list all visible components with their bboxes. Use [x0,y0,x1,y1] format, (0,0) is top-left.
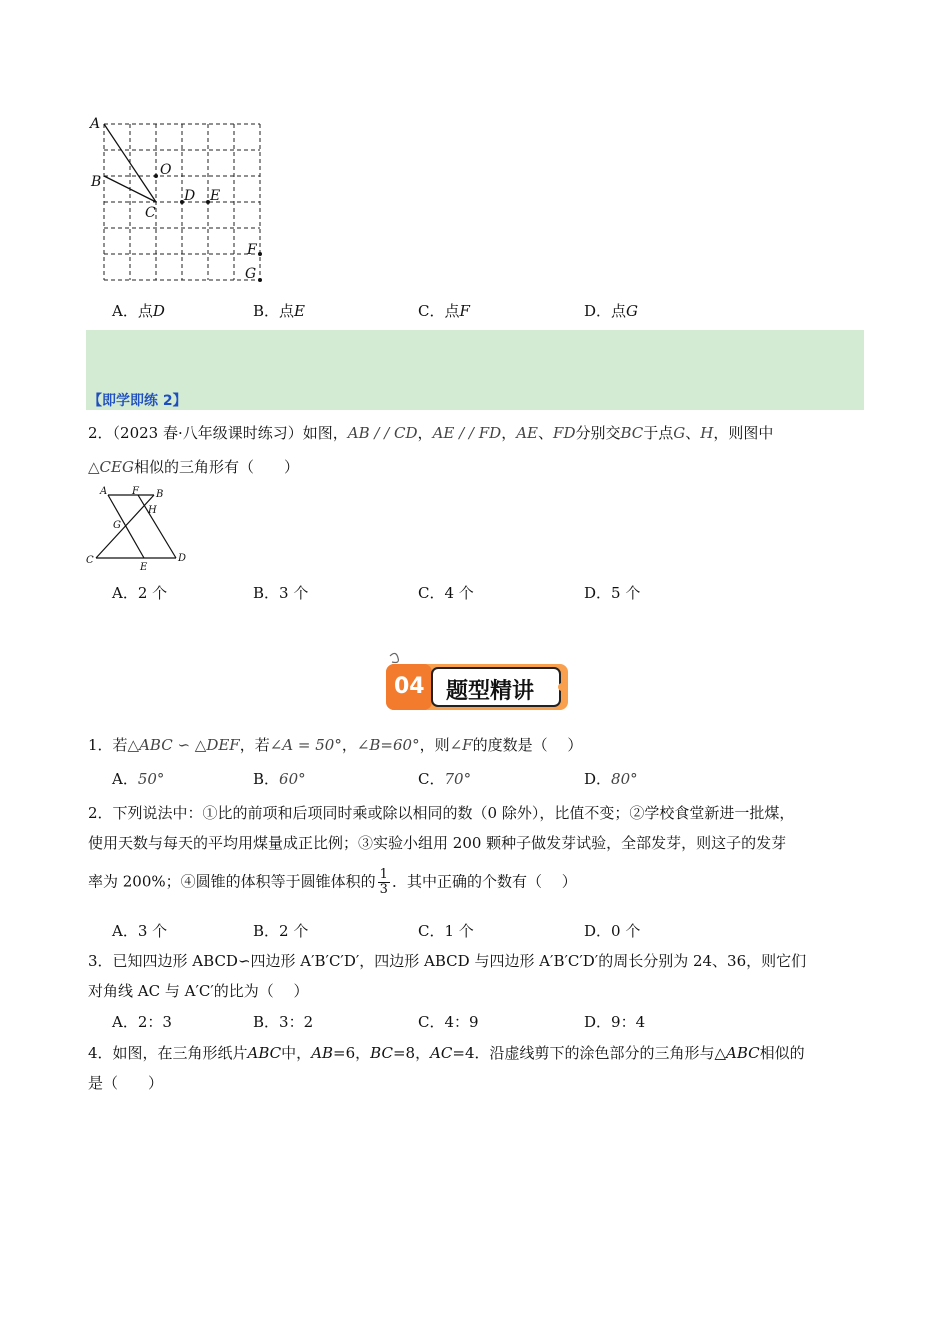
p3-option-b[interactable]: B．3：2 [253,1013,314,1031]
fig2-label-d: D [178,553,187,564]
q2-option-b[interactable]: B．3 个 [253,584,309,602]
p1-option-b[interactable]: B．60° [253,770,306,788]
fig2-label-e: E [140,562,148,573]
p2-option-c[interactable]: C．1 个 [418,922,474,940]
p2-option-b[interactable]: B．2 个 [253,922,309,940]
p2-option-a[interactable]: A．3 个 [112,922,168,940]
point-o [154,174,158,178]
label-f: F [247,242,257,258]
label-b: B [91,174,102,190]
segment-bc [104,176,156,202]
label-d: D [184,188,196,204]
p1-option-d[interactable]: D．80° [584,770,638,788]
p3-option-a[interactable]: A．2：3 [112,1013,172,1031]
p1-option-c[interactable]: C．70° [418,770,472,788]
q2-line1: 2．（2023 春·八年级课时练习）如图，AB / / CD，AE / / FD，AE、FD分别交BC于点G、H，则图中 [88,424,774,442]
prev-option-c[interactable]: C．点F [418,302,470,320]
label-e: E [210,188,221,204]
point-f [258,252,262,256]
p3-line2: 对角线 AC 与 A′C′的比为（ ） [88,982,309,1000]
label-o: O [160,162,172,178]
point-g [258,278,262,282]
prev-option-b[interactable]: B．点E [253,302,305,320]
q2-line2: △CEG相似的三角形有（ ） [88,458,299,476]
fig2-label-f: F [132,486,139,497]
p4-line1: 4．如图，在三角形纸片ABC中，AB=6，BC=8，AC=4．沿虚线剪下的涂色部分的三角形与△ABC相似的 [88,1044,805,1062]
p2-line2: 使用天数与每天的平均用煤量成正比例；③实验小组用 200 颗种子做发芽试验，全部发芽，则这子的发芽 [88,834,787,852]
p1-option-a[interactable]: A．50° [112,770,165,788]
prev-option-a[interactable]: A．点D [112,302,165,320]
label-c: C [145,205,156,221]
section-tag: 【即学即练 2】 [88,393,187,409]
q2-option-a[interactable]: A．2 个 [112,584,168,602]
fig2-label-c: C [86,555,94,566]
p4-line2: 是（ ） [88,1074,164,1092]
fig2-label-b: B [156,489,164,500]
banner-number: 04 [394,674,425,699]
p3-option-d[interactable]: D．9：4 [584,1013,646,1031]
prev-option-d[interactable]: D．点G [584,302,639,320]
fig2-label-h: H [148,505,157,516]
pin-icon [390,653,398,662]
q2-option-d[interactable]: D．5 个 [584,584,641,602]
label-a: A [90,116,101,132]
fig2-label-g: G [113,520,121,531]
p2-option-d[interactable]: D．0 个 [584,922,641,940]
section-banner [386,664,566,712]
grid-figure [86,112,270,294]
p1-stem: 1．若△ABC ∽ △DEF，若∠A = 50°，∠B=60°，则∠F的度数是（ ） [88,736,583,754]
p3-option-c[interactable]: C．4：9 [418,1013,479,1031]
p3-line1: 3．已知四边形 ABCD∽四边形 A′B′C′D′，四边形 ABCD 与四边形 A′B′C′D′的周长分别为 24、36，则它们 [88,952,807,970]
fig2-label-a: A [100,486,108,497]
practice-box [86,330,864,410]
p2-line3: 率为 200%；④圆锥的体积等于圆锥体积的 $\frac{1}{3}$ ．其中正确的个数有（ ） [88,867,577,897]
label-g: G [245,266,257,282]
p2-line1: 2．下列说法中：①比的前项和后项同时乘或除以相同的数（0 除外），比值不变；②学校食堂新进一批煤， [88,804,795,822]
fraction: $\frac{1}{3}$ [379,867,388,897]
q2-option-c[interactable]: C．4 个 [418,584,474,602]
banner-title: 题型精讲 [446,679,535,704]
trapezoid-figure [84,484,194,576]
